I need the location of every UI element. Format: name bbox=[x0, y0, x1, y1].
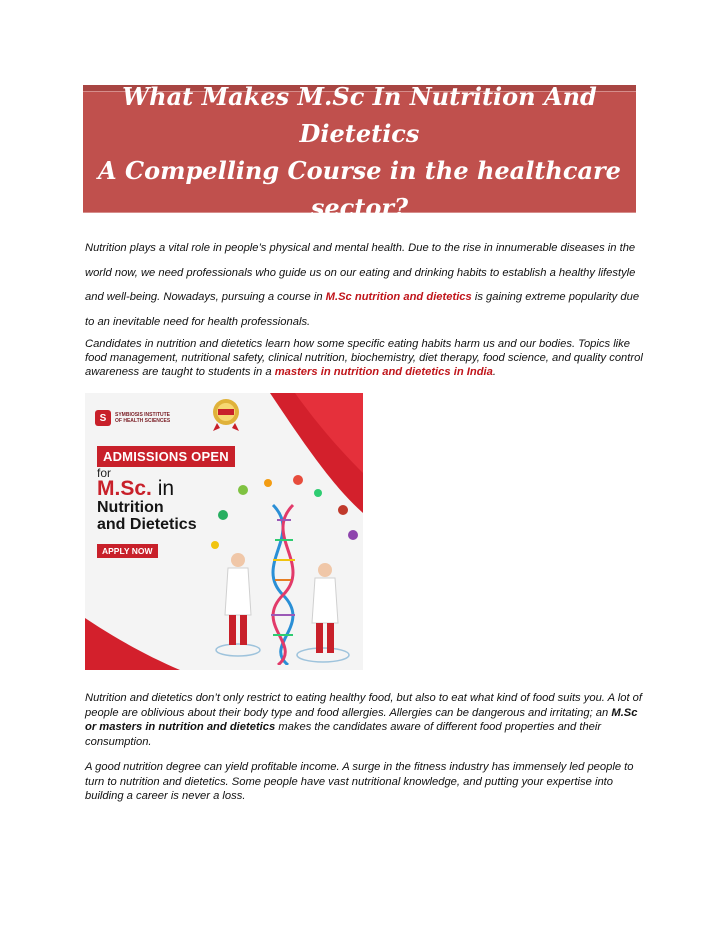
institute-logo bbox=[95, 403, 183, 433]
paragraph-candidates-text-2: . bbox=[492, 366, 496, 378]
title-line-3: sector? bbox=[310, 193, 409, 222]
poster-for-text: for bbox=[97, 466, 112, 480]
doctor-figure-left-icon bbox=[225, 553, 251, 645]
paragraph-allergies bbox=[85, 691, 645, 749]
platform-ring-left-icon bbox=[216, 644, 260, 656]
page-title bbox=[83, 78, 636, 226]
poster-in: in bbox=[151, 477, 175, 500]
poster-program-line-1: Nutrition bbox=[97, 499, 164, 516]
poster-program-line-2: and Dietetics bbox=[97, 516, 197, 533]
dna-helix-icon bbox=[271, 505, 295, 665]
paragraph-allergies-text-2: makes the candidates aware of different food properties and their consumption. bbox=[85, 721, 602, 748]
admissions-poster-image bbox=[85, 393, 363, 670]
poster-program-name bbox=[97, 499, 197, 533]
poster-red-wave-bottom bbox=[85, 618, 180, 670]
title-line-2: A Compelling Course in the healthcare bbox=[98, 156, 621, 185]
title-banner bbox=[83, 82, 636, 222]
paragraph-candidates-text-1: Candidates in nutrition and dietetics learn how some specific eating habits harm us and our bodies. Topics like food management, nutritional safety, clinical nutrition, biochemistry, diet therapy, food science, and quality control awareness are taught to students in a bbox=[85, 338, 643, 378]
banner-rule-top bbox=[83, 91, 636, 92]
link-masters-nutrition-india[interactable]: masters in nutrition and dietetics in India bbox=[274, 366, 493, 378]
paragraph-career: A good nutrition degree can yield profitable income. A surge in the fitness industry has immensely led people to turn to nutrition and dietetics. Some people have vast nutritional knowledge, and putting your expertise into building a career is never a loss. bbox=[85, 761, 634, 802]
poster-msc-heading bbox=[97, 477, 174, 501]
banner-rule-bottom bbox=[83, 212, 636, 213]
poster-msc: M.Sc. bbox=[97, 477, 152, 500]
paragraph-allergies-text-1: Nutrition and dietetics don’t only restrict to eating healthy food, but also to eat what kind of food suits you. A lot of people are oblivious about their body type and food allergies. Allergies can be dangerous and irritating; an bbox=[85, 692, 643, 719]
paragraph-intro-text-2: is gaining extreme popularity due to an inevitable need for health professionals. bbox=[85, 291, 640, 328]
title-line-1: What Makes M.Sc In Nutrition And Dietetics bbox=[122, 82, 597, 148]
admissions-open-banner: ADMISSIONS OPEN bbox=[97, 446, 235, 467]
doctor-figure-right-icon bbox=[312, 563, 338, 653]
link-msc-nutrition-dietetics[interactable]: M.Sc nutrition and dietetics bbox=[325, 291, 472, 303]
poster-illustration bbox=[203, 475, 363, 665]
institute-logo-icon: S bbox=[95, 410, 111, 426]
award-badge-icon bbox=[203, 397, 249, 433]
paragraph-intro-text-1: Nutrition plays a vital role in people’s physical and mental health. Due to the rise in innumerable diseases in the world now, we need professionals who guide us on our eating and drinking habits to establish a healthy lifestyle and well-being. Nowadays, pursuing a course in bbox=[85, 242, 636, 303]
paragraph-intro bbox=[85, 236, 645, 334]
apply-now-button[interactable]: APPLY NOW bbox=[97, 544, 158, 558]
institute-logo-text: SYMBIOSIS INSTITUTE OF HEALTH SCIENCES bbox=[115, 412, 171, 424]
link-msc-or-masters[interactable]: M.Sc or masters in nutrition and dietetics bbox=[85, 706, 638, 733]
paragraph-candidates bbox=[85, 337, 645, 379]
